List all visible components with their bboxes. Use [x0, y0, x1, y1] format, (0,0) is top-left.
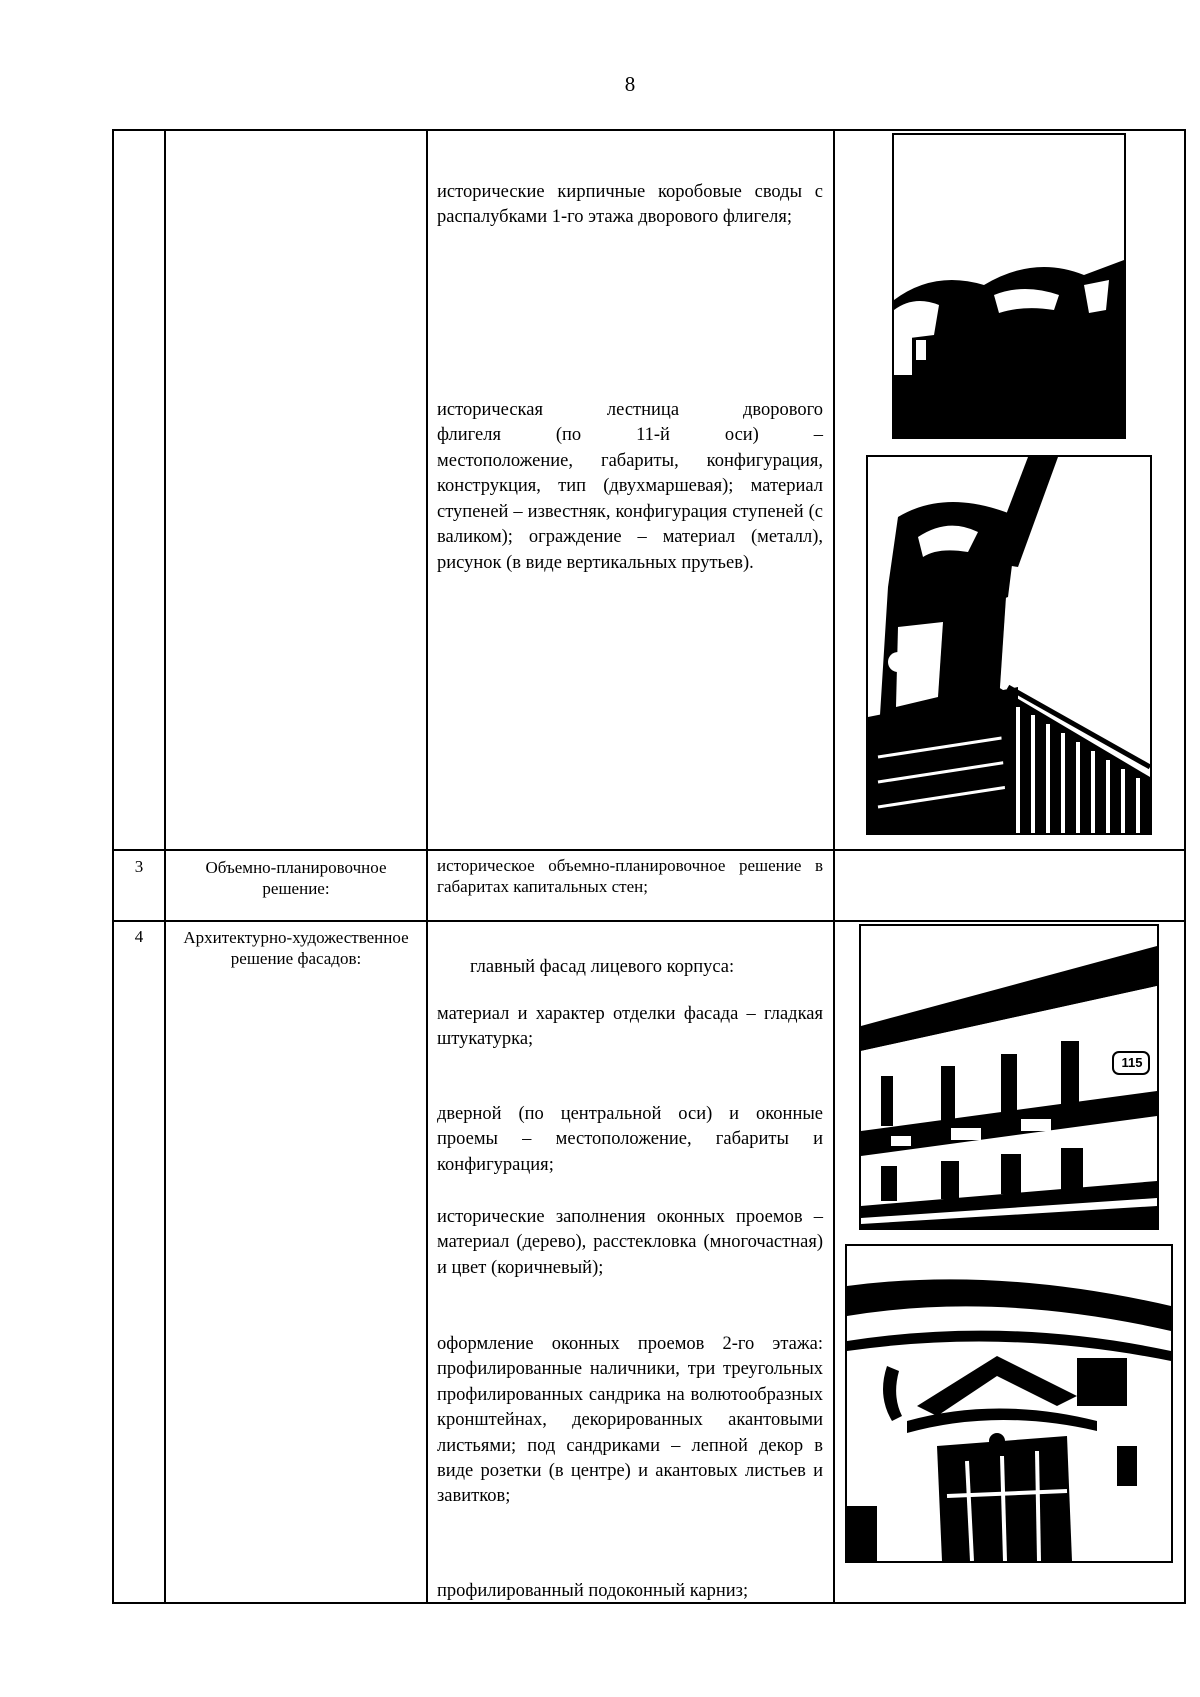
row4-item5: профилированный подоконный карниз; — [437, 1581, 749, 1601]
row4-item1: материал и характер отделки фасада – гладкая штукатурка; — [437, 1004, 823, 1050]
row4-heading: главный фасад лицевого корпуса: — [470, 957, 735, 977]
stair-text-line2: флигеля (по 11-й оси) – — [437, 425, 823, 445]
staircase-photo — [866, 455, 1152, 835]
row3-number: 3 — [134, 857, 144, 876]
row4-item4: оформление оконных проемов 2-го этажа: профилированные наличники, три треугольных профилированных сандрика на волютообразных кронштейнах, декорированных акантовыми листьями; под сандриками – лепной декор в виде розетки (в центре) и акантовых листьев и завитков; — [437, 1334, 823, 1507]
stair-text: местоположение, габариты, конфигурация, конструкция, тип (двухмаршевая); материал ступеней – известняк, конфигурация ступеней (с валиком); ограждение – материал (металл), рисунок (в виде вертикальных прутьев). — [437, 451, 823, 573]
row4-number: 4 — [134, 927, 144, 946]
table-top-border — [112, 129, 1186, 131]
facade-photo — [859, 924, 1159, 1230]
row4-item2: дверной (по центральной оси) и оконные проемы – местоположение, габариты и конфигурация; — [437, 1104, 823, 1175]
col-divider-2 — [426, 129, 428, 1604]
vaults-text: исторические кирпичные коробовые своды с распалубками 1-го этажа дворового флигеля; — [437, 182, 823, 228]
table-right-border — [1184, 129, 1186, 1604]
col-divider-1 — [164, 129, 166, 1604]
stair-text-line1: историческая лестница дворового — [437, 400, 823, 420]
col-divider-3 — [833, 129, 835, 1604]
staircase-photo-image — [868, 457, 1150, 833]
page-number: 8 — [624, 72, 636, 96]
facade-photo-image — [861, 926, 1157, 1228]
facade-house-number: 115 — [1121, 1055, 1143, 1070]
window-decor-photo — [845, 1244, 1173, 1563]
row-divider-4 — [112, 920, 1186, 922]
window-decor-photo-image — [847, 1246, 1171, 1561]
vaults-photo-image — [894, 135, 1124, 437]
row4-item3: исторические заполнения оконных проемов – материал (дерево), расстекловка (многочастная) и цвет (коричневый); — [437, 1207, 823, 1278]
row-divider-3 — [112, 849, 1186, 851]
row4-name: Архитектурно-художественное решение фасадов: — [183, 928, 409, 968]
row3-text: историческое объемно-планировочное решение в габаритах капитальных стен; — [437, 856, 823, 896]
vaults-photo — [892, 133, 1126, 439]
row3-name: Объемно-планировочное решение: — [205, 858, 387, 898]
